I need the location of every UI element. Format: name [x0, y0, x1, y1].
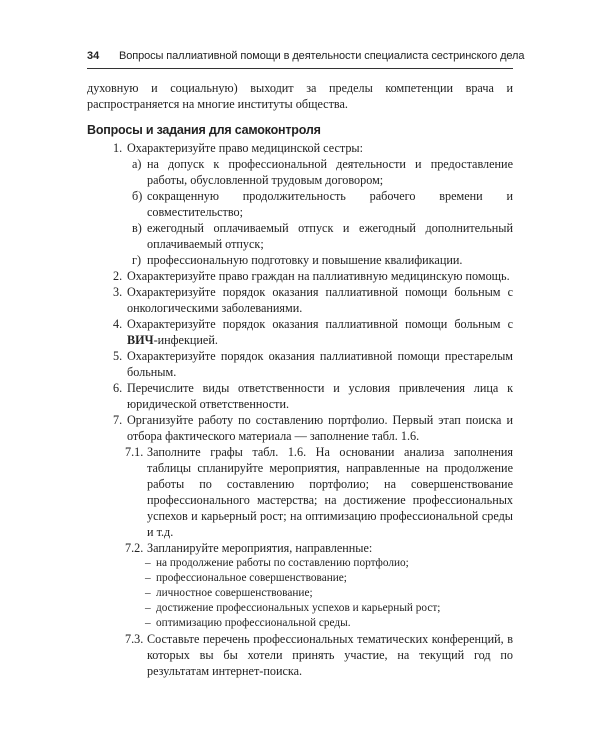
item-text: ежегодный оплачиваемый отпуск и ежегодный дополнительный оплачиваемый отпуск; — [147, 221, 513, 251]
item-marker: 3. — [113, 285, 123, 299]
dash-marker: – — [145, 557, 151, 569]
item-marker: 4. — [113, 317, 123, 331]
item-text: достижение профессиональных успехов и карьерный рост; — [156, 602, 441, 614]
page-body — [87, 80, 513, 679]
item-text: Охарактеризуйте право граждан на паллиативную медицинскую помощь. — [127, 269, 510, 283]
list-item — [87, 220, 513, 252]
list-item — [87, 140, 513, 156]
list-item — [87, 252, 513, 268]
item-text-bold: ВИЧ — [127, 333, 154, 347]
dash-marker: – — [145, 617, 151, 629]
item-text: оптимизацию профессиональной среды. — [156, 617, 351, 629]
dash-item — [87, 571, 513, 586]
dash-marker: – — [145, 602, 151, 614]
running-title: Вопросы паллиативной помощи в деятельности специалиста сестринского дела — [119, 50, 525, 62]
dash-item — [87, 601, 513, 616]
item-text-part: Охарактеризуйте порядок оказания паллиативной помощи больным с — [127, 317, 513, 331]
item-marker: 7. — [113, 413, 123, 427]
header-rule — [87, 68, 513, 69]
item-text: на продолжение работы по составлению портфолио; — [156, 557, 409, 569]
item-text: Охарактеризуйте порядок оказания паллиативной помощи престарелым больным. — [127, 349, 513, 379]
item-text: на допуск к профессиональной деятельности и предоставление работы, обусловленной трудовым договором; — [147, 157, 513, 187]
section-heading: Вопросы и задания для самоконтроля — [87, 123, 321, 137]
list-item — [87, 188, 513, 220]
intro-paragraph: духовную и социальную) выходит за пределы компетенции врача и распространяется на многие институты общества. — [87, 81, 513, 111]
dash-item — [87, 556, 513, 571]
list-item — [87, 348, 513, 380]
item-text: Составьте перечень профессиональных тематических конференций, в которых вы бы хотели принять участие, на текущий год по результатам интернет-поиска. — [147, 632, 513, 678]
item-marker: 7.1. — [125, 445, 144, 459]
item-marker: 2. — [113, 269, 123, 283]
item-marker: а) — [132, 157, 142, 171]
item-marker: 7.2. — [125, 541, 144, 555]
list-item — [87, 268, 513, 284]
item-marker: в) — [132, 221, 142, 235]
list-item — [87, 380, 513, 412]
dash-item — [87, 616, 513, 631]
dash-item — [87, 586, 513, 601]
item-text: личностное совершенствование; — [156, 587, 313, 599]
item-marker: 6. — [113, 381, 123, 395]
item-marker: г) — [132, 253, 142, 267]
dash-marker: – — [145, 587, 151, 599]
list-item — [87, 540, 513, 556]
item-text: Организуйте работу по составлению портфолио. Первый этап поиска и отбора фактического материала — заполнение табл. 1.6. — [127, 413, 513, 443]
list-item — [87, 412, 513, 444]
item-marker: б) — [132, 189, 143, 203]
item-marker: 5. — [113, 349, 123, 363]
item-text: Заполните графы табл. 1.6. На основании анализа заполнения таблицы спланируйте мероприятия, направленные на продолжение работы по составлению портфолио; на совершенствование профессионального мастерства; на достижение профессиональных успехов и карьерный рост; на оптимизацию профессиональной среды и т.д. — [147, 445, 513, 539]
item-text: Охарактеризуйте порядок оказания паллиативной помощи больным с онкологическими заболеваниями. — [127, 285, 513, 315]
dash-marker: – — [145, 572, 151, 584]
page-number: 34 — [87, 50, 100, 62]
item-text: сокращенную продолжительность рабочего времени и совместительство; — [147, 189, 513, 219]
list-item — [87, 156, 513, 188]
list-item — [87, 284, 513, 316]
item-text: профессиональную подготовку и повышение квалификации. — [147, 253, 463, 267]
item-text — [127, 317, 513, 347]
item-marker: 7.3. — [125, 632, 144, 646]
item-text: Перечислите виды ответственности и условия привлечения лица к юридической ответственности. — [127, 381, 513, 411]
running-header — [87, 48, 525, 64]
item-marker: 1. — [113, 141, 123, 155]
list-item — [87, 316, 513, 348]
list-item — [87, 631, 513, 679]
item-text: профессиональное совершенствование; — [156, 572, 347, 584]
item-text: Запланируйте мероприятия, направленные: — [147, 541, 373, 555]
list-item — [87, 444, 513, 540]
item-text-part: -инфекцией. — [153, 333, 218, 347]
item-text: Охарактеризуйте право медицинской сестры: — [127, 141, 364, 155]
